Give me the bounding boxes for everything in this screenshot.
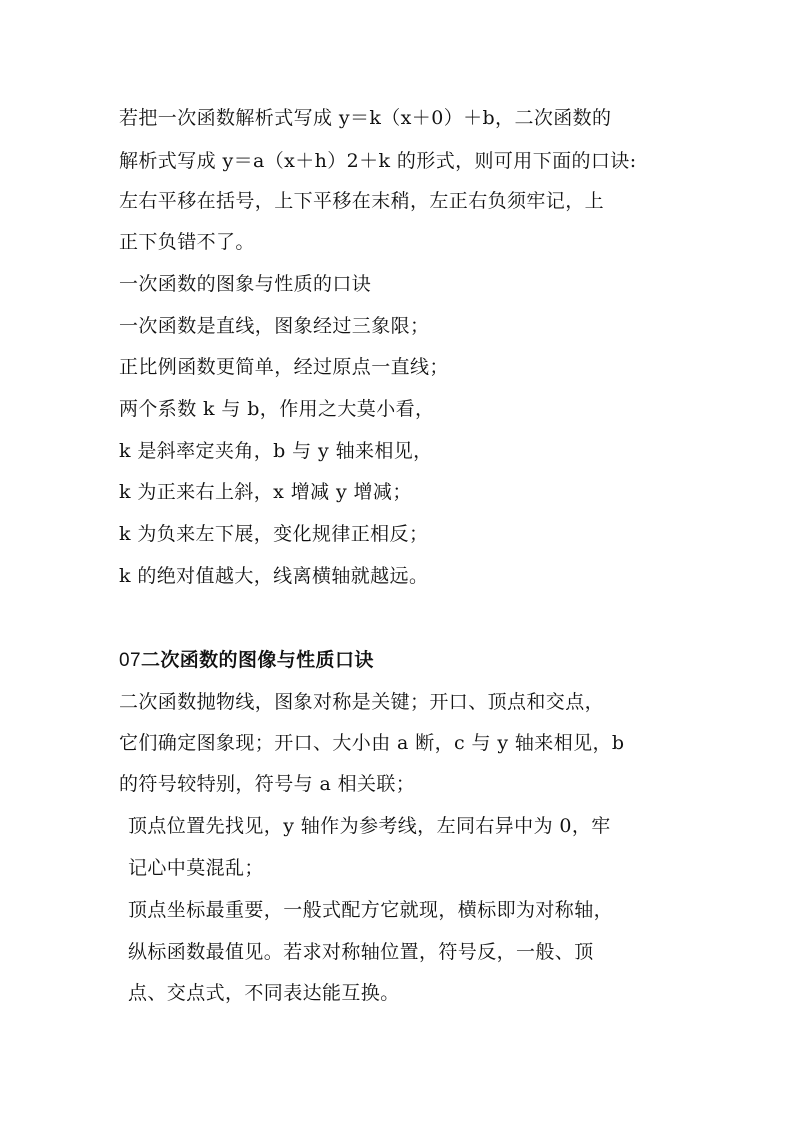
rhyme-line: 顶点位置先找见，y 轴作为参考线，左同右异中为 0，牢 <box>128 815 611 837</box>
rhyme-line: 二次函数抛物线，图象对称是关键；开口、顶点和交点， <box>119 691 605 713</box>
section-heading-text: 二次函数的图像与性质口诀 <box>140 649 374 671</box>
rhyme-line: 的符号较特别，符号与 a 相关联； <box>119 773 416 795</box>
rhyme-line: 正比例函数更简单，经过原点一直线； <box>119 356 449 378</box>
rhyme-line: 记心中莫混乱； <box>128 857 264 879</box>
rhyme-line: k 为正来右上斜，x 增减 y 增减； <box>119 481 412 503</box>
rhyme-line: 顶点坐标最重要，一般式配方它就现，横标即为对称轴， <box>128 899 614 921</box>
rhyme-line: 点、交点式，不同表达能互换。 <box>128 982 400 1004</box>
rhyme-line: k 为负来左下展，变化规律正相反； <box>119 523 429 545</box>
paragraph-line: 左右平移在括号，上下平移在末稍，左正右负须牢记，上 <box>119 190 605 212</box>
section-number: 07 <box>119 650 141 671</box>
rhyme-line: 一次函数是直线，图象经过三象限； <box>119 315 430 337</box>
paragraph-line: 正下负错不了。 <box>119 231 255 253</box>
rhyme-line: 它们确定图象现；开口、大小由 a 断，c 与 y 轴来相见，b <box>119 732 625 754</box>
section-title: 一次函数的图象与性质的口诀 <box>119 273 372 295</box>
rhyme-line: 两个系数 k 与 b，作用之大莫小看， <box>119 398 435 420</box>
paragraph-line: 解析式写成 y＝a（x＋h）2＋k 的形式，则可用下面的口诀: <box>119 150 637 172</box>
rhyme-line: 纵标函数最值见。若求对称轴位置，符号反，一般、顶 <box>128 941 594 963</box>
section-heading <box>119 648 374 673</box>
paragraph-line: 若把一次函数解析式写成 y＝k（x＋0）＋b，二次函数的 <box>119 107 612 129</box>
rhyme-line: k 的绝对值越大，线离横轴就越远。 <box>119 565 429 587</box>
rhyme-line: k 是斜率定夹角，b 与 y 轴来相见， <box>119 440 433 462</box>
